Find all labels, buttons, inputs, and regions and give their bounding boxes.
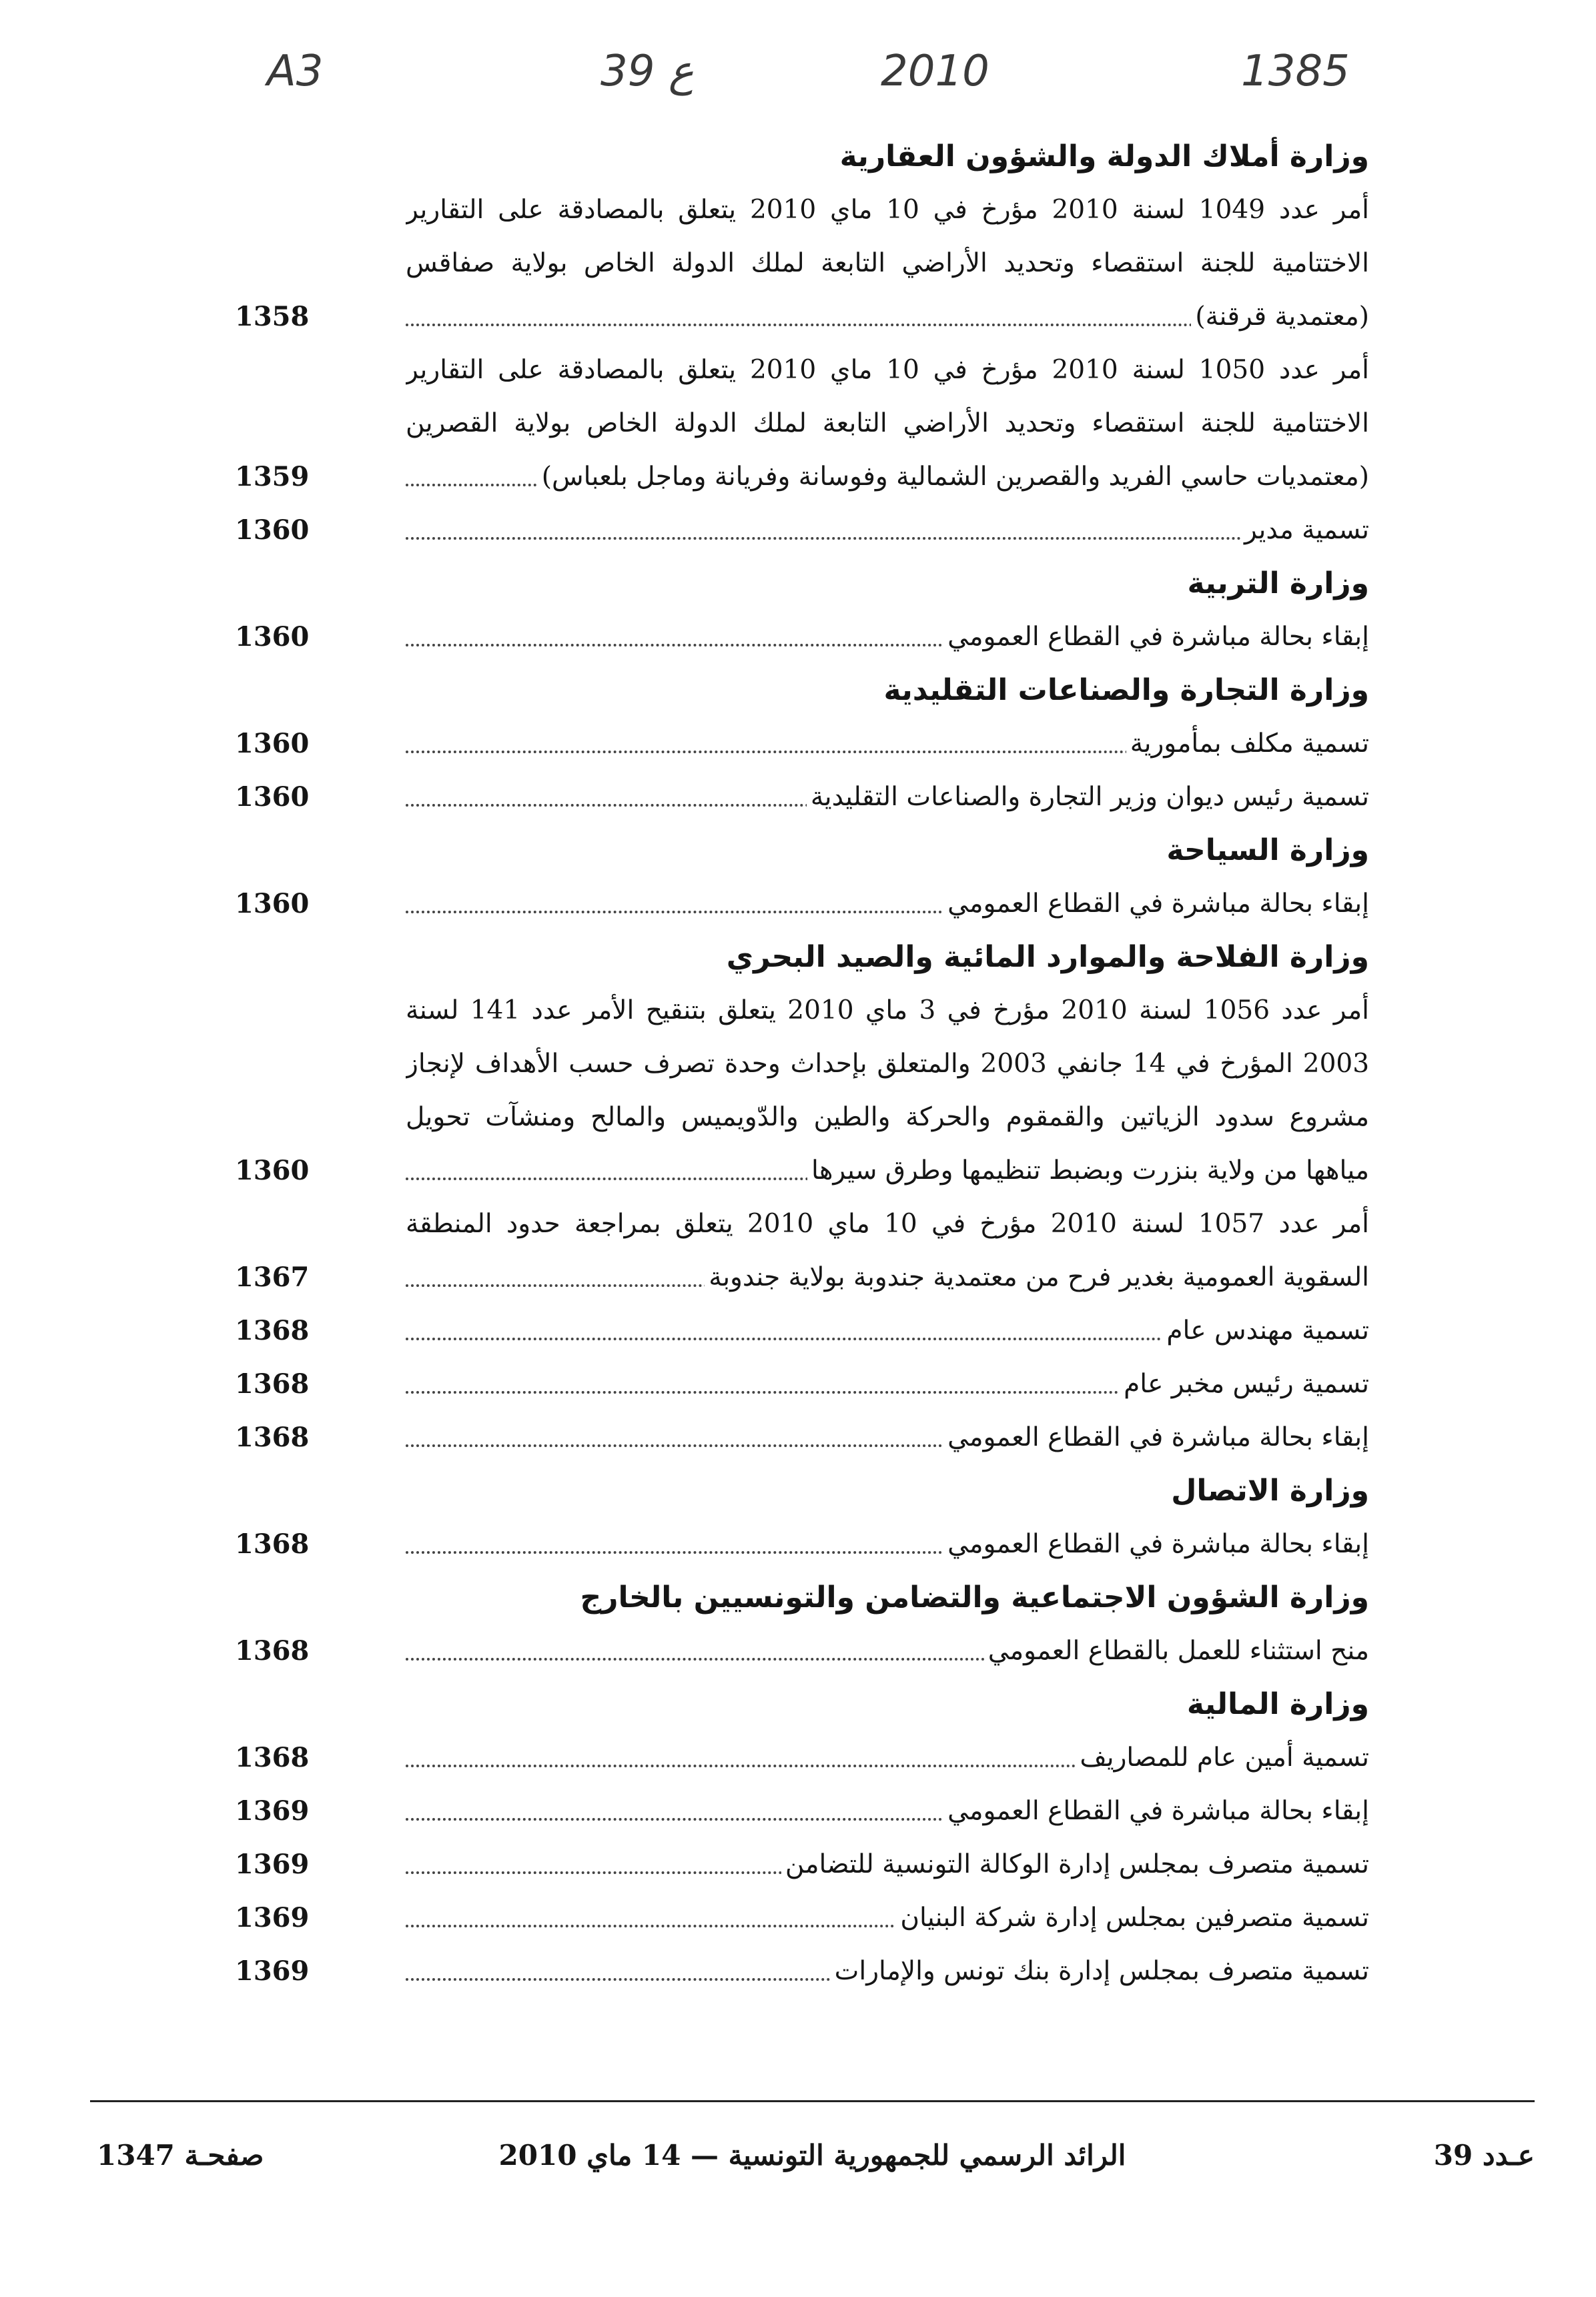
entry-page-number: 1360 — [235, 888, 310, 919]
ministry-title: وزارة أملاك الدولة والشؤون العقارية — [839, 139, 1369, 173]
footer-page-number: صفحـة 1347 — [97, 2139, 264, 2172]
entry-text-line: تسمية متصرف بمجلس إدارة بنك تونس والإمارات — [831, 1956, 1369, 1986]
entry-text-line: الاختتامية للجنة استقصاء وتحديد الأراضي التابعة لملك الدولة الخاص بولاية القصرين — [406, 408, 1369, 438]
toc-entry[interactable] — [235, 1838, 1369, 1891]
footer-gazette-title: الرائد الرسمي للجمهورية التونسية — 14 ماي 2010 — [498, 2139, 1126, 2172]
entry-text-line: 2003 المؤرخ في 14 جانفي 2003 والمتعلق بإحداث وحدة تصرف حسب الأهداف لإنجاز — [406, 1049, 1369, 1079]
entry-text-line: السقوية العمومية بغدير فرح من معتمدية جندوبة بولاية جندوبة — [705, 1262, 1369, 1292]
ministry-title: وزارة الفلاحة والموارد المائية والصيد البحري — [726, 940, 1369, 974]
ministry-title: وزارة الاتصال — [1171, 1474, 1369, 1508]
entry-text-line: إبقاء بحالة مباشرة في القطاع العمومي — [943, 1796, 1369, 1826]
toc-entry[interactable] — [235, 717, 1369, 771]
ministry-section — [235, 824, 1369, 931]
toc-entry[interactable] — [235, 984, 1369, 1198]
entry-page-number: 1368 — [235, 1315, 310, 1346]
entry-page-number: 1369 — [235, 1955, 310, 1987]
entry-page-number: 1360 — [235, 514, 310, 546]
footer-issue-number: عـدد 39 — [1433, 2139, 1535, 2172]
entry-text-line: أمر عدد 1050 لسنة 2010 مؤرخ في 10 ماي 2010 يتعلق بالمصادقة على التقارير — [406, 355, 1369, 385]
entry-text-line: تسمية رئيس مخبر عام — [1120, 1369, 1369, 1399]
entry-text-line: إبقاء بحالة مباشرة في القطاع العمومي — [943, 622, 1369, 652]
toc-entry[interactable] — [235, 1785, 1369, 1838]
toc-entry[interactable] — [235, 877, 1369, 931]
ministry-section — [235, 557, 1369, 664]
entry-text-line: مشروع سدود الزياتين والقمقوم والحركة والطين والدّويميس والمالح ومنشآت تحويل — [406, 1102, 1369, 1132]
entry-page-number: 1368 — [235, 1635, 310, 1667]
entry-page-number: 1368 — [235, 1422, 310, 1453]
entry-page-number: 1369 — [235, 1902, 310, 1933]
ministry-section — [235, 1571, 1369, 1678]
entry-text-line: تسمية مكلف بمأمورية — [1126, 729, 1369, 759]
ministry-section — [235, 130, 1369, 557]
ministry-section — [235, 664, 1369, 824]
toc-entry[interactable] — [235, 344, 1369, 504]
entry-text-line: أمر عدد 1057 لسنة 2010 مؤرخ في 10 ماي 2010 يتعلق بمراجعة حدود المنطقة — [406, 1209, 1369, 1239]
entry-page-number: 1367 — [235, 1262, 310, 1293]
entry-page-number: 1360 — [235, 621, 310, 652]
entry-text-line: إبقاء بحالة مباشرة في القطاع العمومي — [943, 1422, 1369, 1452]
entry-page-number: 1369 — [235, 1795, 310, 1827]
entry-page-number: 1359 — [235, 461, 310, 492]
entry-text-line: إبقاء بحالة مباشرة في القطاع العمومي — [943, 1529, 1369, 1559]
entry-text-line: تسمية متصرفين بمجلس إدارة شركة البنيان — [896, 1903, 1369, 1933]
ministry-title: وزارة المالية — [1186, 1687, 1369, 1721]
handwritten-note-issue: 39 ع — [601, 47, 694, 96]
ministry-title: وزارة التربية — [1187, 566, 1369, 600]
entry-text-line: (معتمديات حاسي الفريد والقصرين الشمالية وفوسانة وفريانة وماجل بلعباس) — [538, 462, 1369, 492]
entry-page-number: 1358 — [235, 301, 310, 332]
ministry-title: وزارة التجارة والصناعات التقليدية — [883, 673, 1369, 707]
toc-entry[interactable] — [235, 1731, 1369, 1785]
ministry-section — [235, 1464, 1369, 1571]
entry-text-line: إبقاء بحالة مباشرة في القطاع العمومي — [943, 889, 1369, 919]
entry-text-line: تسمية مدير — [1240, 515, 1369, 545]
toc-entry[interactable] — [235, 1625, 1369, 1678]
handwritten-note-number: 1385 — [1241, 47, 1350, 96]
page-footer — [90, 2100, 1535, 2172]
entry-text-line: تسمية رئيس ديوان وزير التجارة والصناعات التقليدية — [807, 782, 1369, 812]
entry-page-number: 1368 — [235, 1368, 310, 1400]
toc-entry[interactable] — [235, 1198, 1369, 1304]
entry-page-number: 1360 — [235, 728, 310, 759]
ministry-title: وزارة السياحة — [1166, 833, 1369, 867]
ministry-section — [235, 931, 1369, 1464]
entry-text-line: أمر عدد 1056 لسنة 2010 مؤرخ في 3 ماي 2010 يتعلق بتنقيح الأمر عدد 141 لسنة — [406, 995, 1369, 1025]
entry-text-line: أمر عدد 1049 لسنة 2010 مؤرخ في 10 ماي 2010 يتعلق بالمصادقة على التقارير — [406, 195, 1369, 225]
entry-page-number: 1360 — [235, 781, 310, 813]
entry-text-line: تسمية متصرف بمجلس إدارة الوكالة التونسية للتضامن — [781, 1849, 1369, 1879]
entry-page-number: 1360 — [235, 1155, 310, 1186]
ministry-title: وزارة الشؤون الاجتماعية والتضامن والتونسيين بالخارج — [580, 1580, 1369, 1615]
toc-entry[interactable] — [235, 183, 1369, 344]
entry-page-number: 1369 — [235, 1849, 310, 1880]
entry-text-line: (معتمدية قرقنة) — [1191, 302, 1369, 332]
toc-entry[interactable] — [235, 504, 1369, 557]
toc-entry[interactable] — [235, 1891, 1369, 1945]
entry-text-line: منح استثناء للعمل بالقطاع العمومي — [984, 1636, 1369, 1666]
table-of-contents — [235, 130, 1369, 1998]
handwritten-note-a3: A3 — [267, 47, 324, 96]
entry-text-line: مياهها من ولاية بنزرت وبضبط تنظيمها وطرق سيرها — [807, 1156, 1369, 1186]
toc-entry[interactable] — [235, 610, 1369, 664]
entry-text-line: تسمية مهندس عام — [1162, 1316, 1369, 1346]
ministry-section — [235, 1678, 1369, 1998]
handwritten-note-year: 2010 — [881, 47, 989, 96]
toc-entry[interactable] — [235, 771, 1369, 824]
entry-text-line: الاختتامية للجنة استقصاء وتحديد الأراضي التابعة لملك الدولة الخاص بولاية صفاقس — [406, 248, 1369, 278]
toc-entry[interactable] — [235, 1304, 1369, 1358]
entry-page-number: 1368 — [235, 1742, 310, 1773]
toc-entry[interactable] — [235, 1945, 1369, 1998]
toc-entry[interactable] — [235, 1411, 1369, 1464]
toc-entry[interactable] — [235, 1358, 1369, 1411]
entry-text-line: تسمية أمين عام للمصاريف — [1076, 1743, 1369, 1773]
entry-page-number: 1368 — [235, 1528, 310, 1560]
toc-entry[interactable] — [235, 1518, 1369, 1571]
